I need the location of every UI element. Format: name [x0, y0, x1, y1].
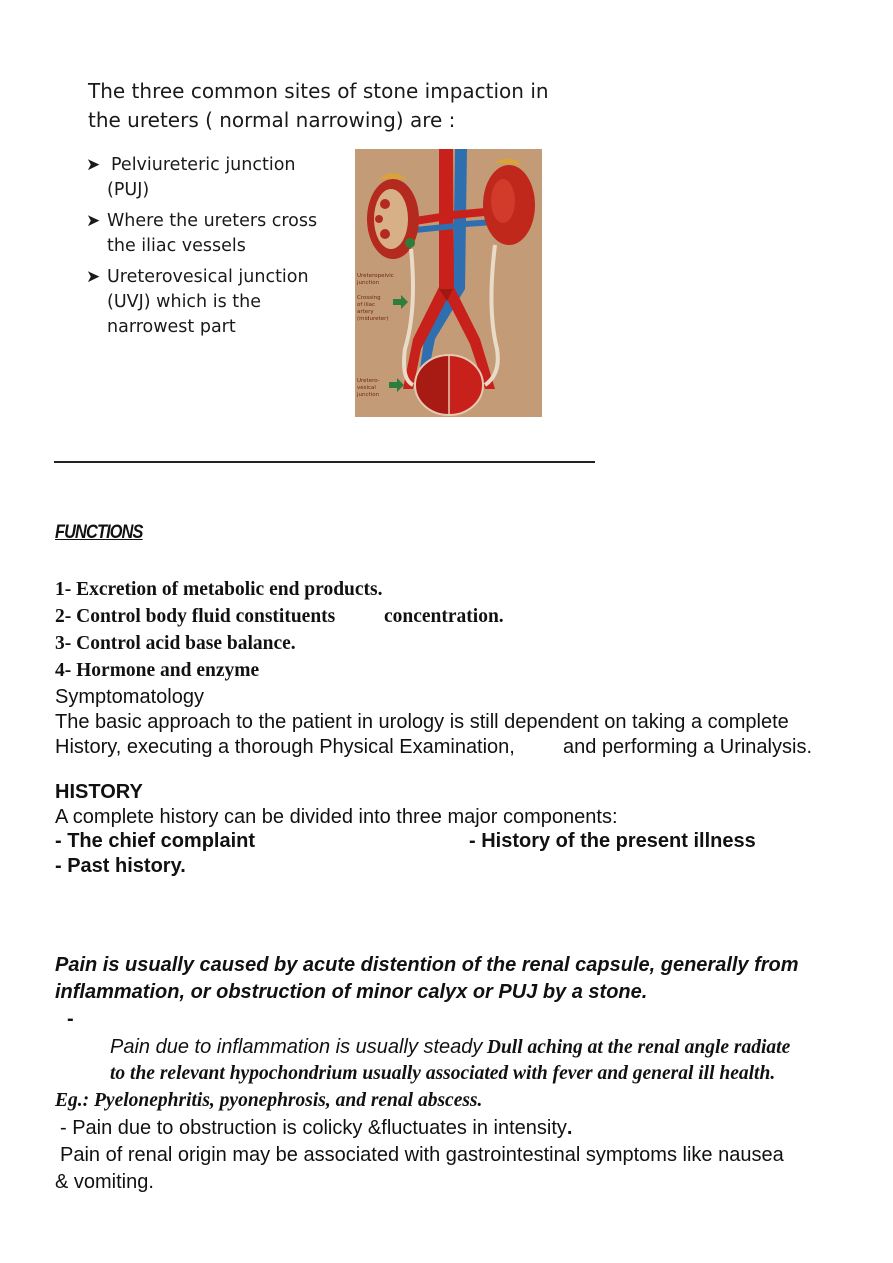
- intro-text: [88, 77, 549, 135]
- history-component: - History of the present illness: [469, 830, 756, 852]
- figure-label-iliac: artery: [357, 309, 374, 315]
- inflammation-text: Dull aching at the renal angle radiate: [486, 1037, 791, 1058]
- figure-label-puj: junction: [357, 280, 380, 286]
- intro-line: The three common sites of stone impaction in: [88, 79, 549, 103]
- inflammation-text: Pain due to inflammation is usually steady: [110, 1036, 483, 1058]
- list-item: [86, 153, 346, 203]
- function-item: 2- Control body fluid constituents: [55, 606, 336, 627]
- figure-label-iliac: Crossing: [357, 295, 381, 301]
- function-item: 4- Hormone and enzyme: [55, 660, 260, 681]
- history-intro: A complete history can be divided into three major components:: [55, 806, 618, 828]
- history-component: - The chief complaint: [55, 830, 256, 852]
- figure-label-iliac: of iliac: [357, 302, 376, 308]
- arrow-bullet-icon: ➤: [86, 267, 101, 287]
- symptomatology-text: History, executing a thorough Physical Examination,: [55, 736, 515, 758]
- list-item-text: (PUJ): [107, 180, 150, 200]
- arrow-bullet-icon: ➤: [86, 155, 101, 175]
- figure-label-iliac: (midureter): [357, 316, 389, 322]
- symptomatology-text: The basic approach to the patient in urology is still dependent on taking a complete: [55, 711, 789, 733]
- impaction-sites-list: [86, 153, 346, 346]
- function-item-continued: concentration.: [384, 606, 504, 627]
- figure-label-puj: Ureteropelvic: [357, 273, 394, 279]
- dash-marker: -: [67, 1008, 74, 1030]
- intro-line: the ureters ( normal narrowing) are :: [88, 108, 456, 132]
- functions-title: FUNCTIONS: [55, 522, 143, 543]
- list-item-text: Ureterovesical junction: [107, 267, 309, 287]
- list-item-text: (UVJ) which is the: [107, 292, 261, 312]
- function-item: 1- Excretion of metabolic end products.: [55, 579, 383, 600]
- symptomatology-heading: Symptomatology: [55, 686, 204, 708]
- section-divider: [54, 461, 595, 463]
- example-text: Eg.: Pyelonephritis, pyonephrosis, and renal abscess.: [55, 1090, 483, 1111]
- figure-label-uvj: Uretero-: [357, 378, 380, 384]
- obstruction-text: - Pain due to obstruction is colicky &fluctuates in intensity: [60, 1117, 567, 1139]
- arrow-bullet-icon: ➤: [86, 211, 101, 231]
- figure-label-uvj: vesical: [357, 385, 376, 391]
- symptomatology-text: and performing a Urinalysis.: [563, 736, 812, 758]
- inflammation-pain-line: [110, 1036, 790, 1059]
- history-component: - Past history.: [55, 855, 186, 877]
- pain-statement: Pain is usually caused by acute distention of the renal capsule, generally from: [55, 954, 799, 976]
- list-item-text: Where the ureters cross: [107, 211, 318, 231]
- history-heading: HISTORY: [55, 781, 143, 803]
- obstruction-pain-line: [60, 1117, 572, 1140]
- list-item-text: narrowest part: [107, 317, 236, 337]
- pain-statement: inflammation, or obstruction of minor calyx or PUJ by a stone.: [55, 981, 648, 1003]
- obstruction-period: .: [566, 1117, 573, 1139]
- inflammation-text: to the relevant hypochondrium usually associated with fever and general ill health.: [110, 1063, 776, 1084]
- function-item: 3- Control acid base balance.: [55, 633, 296, 654]
- list-item: [86, 265, 346, 340]
- urinary-tract-illustration: [355, 149, 542, 417]
- gi-symptoms-text: & vomiting.: [55, 1171, 154, 1193]
- figure-label-uvj: junction: [357, 392, 380, 398]
- list-item-text: the iliac vessels: [107, 236, 246, 256]
- gi-symptoms-text: Pain of renal origin may be associated with gastrointestinal symptoms like nausea: [60, 1144, 784, 1166]
- list-item: [86, 209, 346, 259]
- list-item-text: Pelviureteric junction: [111, 155, 296, 175]
